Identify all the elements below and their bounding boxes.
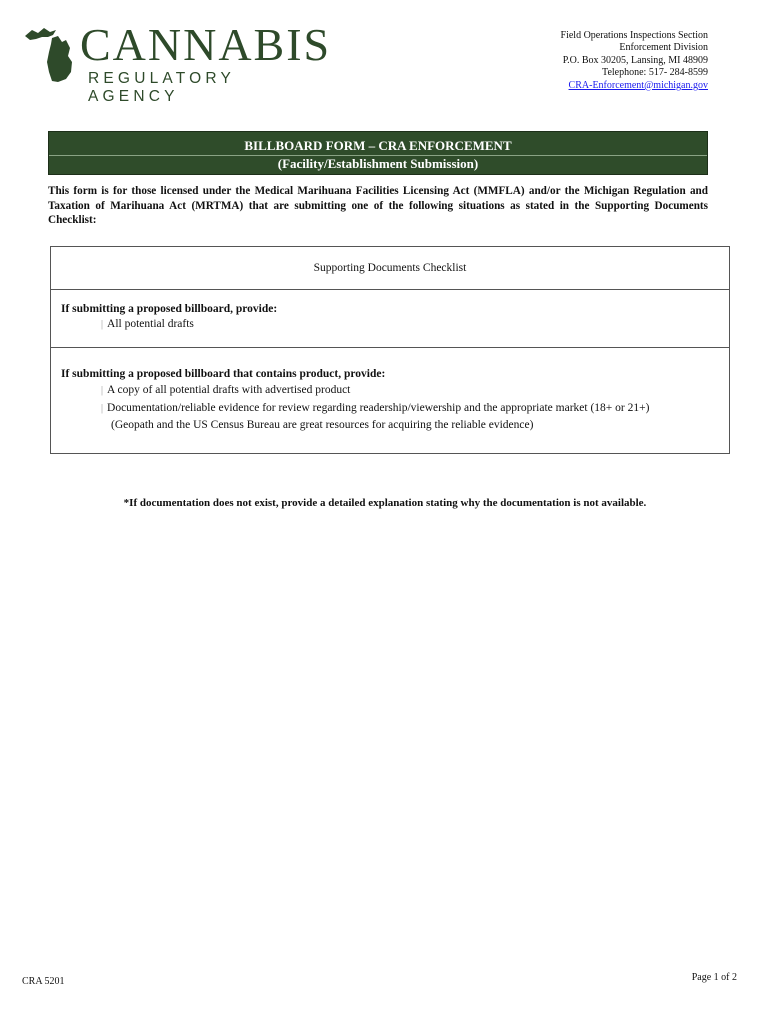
checklist-section-billboard-product [51,347,729,453]
address-line-1: Field Operations Inspections Section [560,30,708,41]
checklist-item-label: Documentation/reliable evidence for review regarding readership/viewership and the appropriate market (18+ or 21+) [107,402,650,414]
logo-sub-text: REGULATORY AGENCY [88,70,235,105]
form-title-bar [48,131,708,175]
address-line-2: Enforcement Division [619,42,708,54]
address-line-3: P.O. Box 30205, Lansing, MI 48909 [562,54,708,66]
logo-main-text: CANNABIS [80,19,332,70]
checkbox-icon[interactable]: | [101,403,104,414]
form-title: BILLBOARD FORM – CRA ENFORCEMENT [244,138,512,153]
email-link[interactable]: CRA-Enforcement@michigan.gov [568,79,708,91]
documentation-note: *If documentation does not exist, provide a detailed explanation stating why the documentation is not available. [123,497,647,509]
form-number: CRA 5201 [22,976,65,987]
page-number: Page 1 of 2 [691,972,737,983]
checklist-item-label: A copy of all potential drafts with advertised product [107,384,351,396]
checkbox-icon[interactable]: | [101,319,104,330]
supporting-documents-checklist [50,246,730,454]
checklist-item-continuation: (Geopath and the US Census Bureau are great resources for acquiring the reliable evidence) [111,419,534,431]
address-phone: Telephone: 517- 284-8599 [602,67,708,79]
checklist-section-billboard [51,289,729,348]
checklist-item[interactable] [101,402,649,414]
contact-address [561,30,708,92]
checklist-item[interactable] [101,384,350,396]
intro-paragraph: This form is for those licensed under the Medical Marihuana Facilities Licensing Act (MMFLA) and/or the Michigan Regulation and Taxation of Marihuana Act (MRTMA) that are submitting one of the following situations as stated in the Supporting Documents Checklist: [48,185,708,226]
form-subtitle: (Facility/Establishment Submission) [277,156,479,171]
checklist-item-label: All potential drafts [107,318,194,330]
michigan-map-icon [22,24,78,86]
section-title: If submitting a proposed billboard that contains product, provide: [61,368,386,380]
section-title: If submitting a proposed billboard, provide: [61,303,278,315]
agency-logo [22,19,332,105]
checklist-heading: Supporting Documents Checklist [51,247,729,290]
checkbox-icon[interactable]: | [101,385,104,396]
checklist-item[interactable] [101,318,194,330]
